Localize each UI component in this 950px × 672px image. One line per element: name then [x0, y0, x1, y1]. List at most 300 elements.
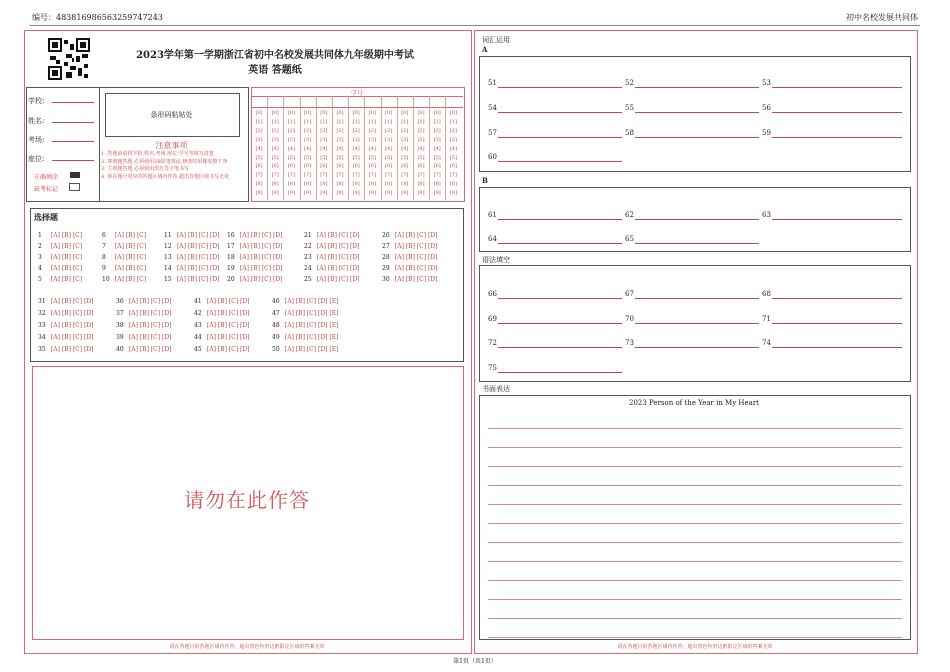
mc-options[interactable]: [A] [B] [C] [D] [393, 232, 438, 239]
id-bubble[interactable]: [4] [287, 145, 295, 152]
writing-line[interactable] [488, 599, 902, 600]
id-bubble[interactable]: [4] [255, 145, 263, 152]
id-bubble[interactable]: [3] [336, 136, 344, 143]
mc-question[interactable] [304, 243, 360, 250]
id-bubble[interactable]: [2] [320, 127, 328, 134]
id-bubble[interactable]: [0] [271, 110, 279, 116]
mc-number: 26 [382, 232, 390, 239]
answer-blank[interactable] [498, 372, 622, 373]
mc-options[interactable]: [A] [B] [C] [113, 265, 147, 272]
writing-line[interactable] [488, 485, 902, 486]
id-bubble[interactable]: [2] [287, 127, 295, 134]
blank-number: 71 [762, 315, 771, 323]
mc-options[interactable]: [A] [B] [C] [D] [127, 322, 172, 329]
mc-options[interactable]: [A] [B] [C] [D] [127, 334, 172, 341]
id-bubble[interactable]: [4] [368, 145, 376, 152]
writing-line[interactable] [488, 466, 902, 467]
id-bubble[interactable]: [2] [417, 127, 425, 134]
answer-blank[interactable] [498, 219, 622, 220]
id-bubble[interactable]: [9] [433, 190, 441, 197]
id-bubble[interactable]: [7] [320, 172, 328, 179]
id-bubble[interactable]: [5] [417, 154, 425, 161]
id-bubble[interactable]: [9] [368, 190, 376, 197]
id-bubble[interactable]: [8] [352, 181, 360, 188]
mc-options[interactable]: [A] [B] [C] [D] [393, 276, 438, 283]
mc-question[interactable] [382, 276, 438, 283]
id-bubble[interactable]: [9] [417, 190, 425, 197]
id-bubble[interactable]: [3] [433, 136, 441, 143]
id-bubble[interactable]: [5] [433, 154, 441, 161]
exam-title: 2023学年第一学期浙江省初中名校发展共同体九年级期中考试 [136, 50, 414, 61]
mc-number: 15 [164, 276, 172, 283]
id-bubble[interactable]: [8] [417, 181, 425, 188]
answer-blank[interactable] [772, 112, 902, 113]
id-bubble[interactable]: [1] [255, 118, 263, 125]
answer-blank[interactable] [498, 137, 622, 138]
mc-question[interactable] [116, 298, 172, 305]
mc-options[interactable]: [A] [B] [C] [49, 265, 83, 272]
mc-question[interactable] [164, 276, 220, 283]
id-bubble[interactable]: [5] [449, 154, 457, 161]
answer-blank[interactable] [635, 137, 759, 138]
id-bubble[interactable]: [2] [255, 127, 263, 134]
mc-question[interactable] [382, 243, 438, 250]
id-bubble[interactable]: [8] [385, 181, 393, 188]
id-bubble[interactable]: [7] [417, 172, 425, 179]
id-bubble[interactable]: [2] [368, 127, 376, 134]
mc-question[interactable] [38, 334, 94, 341]
mc-options[interactable]: [A] [B] [C] [113, 254, 147, 261]
id-bubble[interactable]: [7] [271, 172, 279, 179]
mc-question[interactable] [227, 232, 283, 239]
id-bubble[interactable]: [5] [271, 154, 279, 161]
answer-blank[interactable] [772, 137, 902, 138]
id-bubble[interactable]: [4] [417, 145, 425, 152]
id-bubble[interactable]: [3] [385, 136, 393, 143]
mc-question[interactable] [227, 243, 283, 250]
id-bubble[interactable]: [4] [385, 145, 393, 152]
mc-options[interactable]: [A] [B] [C] [D] [127, 298, 172, 305]
mc-question[interactable] [382, 232, 438, 239]
mc-number: 4 [38, 265, 42, 272]
answer-blank[interactable] [635, 298, 759, 299]
writing-line[interactable] [488, 542, 902, 543]
id-bubble[interactable]: [2] [352, 127, 360, 134]
mc-options[interactable]: [A] [B] [C] [D] [205, 298, 250, 305]
id-bubble[interactable]: [8] [336, 181, 344, 188]
id-bubble[interactable]: [4] [304, 145, 312, 152]
mc-number: 46 [272, 298, 280, 305]
qr-code [48, 38, 90, 80]
mc-question[interactable] [272, 334, 338, 341]
mc-options[interactable]: [A] [B] [C] [D] [315, 254, 360, 261]
id-bubble[interactable]: [1] [320, 118, 328, 125]
answer-blank[interactable] [498, 323, 622, 324]
id-bubble[interactable]: [6] [449, 163, 457, 170]
answer-blank[interactable] [772, 298, 902, 299]
mc-question[interactable] [116, 346, 172, 353]
mc-options[interactable]: [A] [B] [C] [D] [393, 265, 438, 272]
id-bubble[interactable]: [6] [304, 163, 312, 170]
mc-question[interactable] [272, 298, 338, 305]
id-bubble[interactable]: [3] [352, 136, 360, 143]
mc-question[interactable] [194, 334, 250, 341]
id-bubble[interactable]: [5] [368, 154, 376, 161]
mc-options[interactable]: [A] [B] [C] [113, 243, 147, 250]
writing-line[interactable] [488, 523, 902, 524]
id-bubble[interactable]: [4] [433, 145, 441, 152]
seat-field[interactable] [52, 160, 94, 161]
mc-question[interactable] [194, 310, 250, 317]
mc-options[interactable]: [A] [B] [C] [D] [315, 276, 360, 283]
id-bubble[interactable]: [4] [401, 145, 409, 152]
mc-options[interactable]: [A] [B] [C] [113, 276, 147, 283]
id-bubble[interactable]: [8] [449, 181, 457, 188]
id-bubble[interactable]: [7] [336, 172, 344, 179]
barcode-label: 条形码粘贴处 [150, 111, 193, 119]
mc-question[interactable] [272, 310, 338, 317]
mc-question[interactable] [116, 322, 172, 329]
mc-question[interactable] [194, 298, 250, 305]
id-bubble[interactable]: [6] [352, 163, 360, 170]
id-bubble[interactable]: [7] [385, 172, 393, 179]
mc-options[interactable]: [A] [B] [C] [D] [315, 243, 360, 250]
id-bubble[interactable]: [1] [352, 118, 360, 125]
id-bubble[interactable]: [8] [271, 181, 279, 188]
mc-question[interactable] [38, 346, 94, 353]
mc-question[interactable] [304, 254, 360, 261]
id-bubble[interactable]: [1] [385, 118, 393, 125]
mc-question[interactable] [38, 298, 94, 305]
id-bubble[interactable]: [8] [320, 181, 328, 188]
mc-options[interactable]: [A] [B] [C] [D] [205, 346, 250, 353]
mc-question[interactable] [227, 265, 283, 272]
writing-line[interactable] [488, 447, 902, 448]
mc-options[interactable]: [A] [B] [C] [49, 232, 83, 239]
mc-options[interactable]: [A] [B] [C] [49, 254, 83, 261]
mc-options[interactable]: [A] [B] [C] [D] [127, 346, 172, 353]
mc-options[interactable]: [A] [B] [C] [D] [238, 243, 283, 250]
id-bubble[interactable]: [1] [271, 118, 279, 125]
mc-question[interactable] [164, 265, 220, 272]
id-bubble[interactable]: [4] [271, 145, 279, 152]
mc-options[interactable]: [A] [B] [C] [113, 232, 147, 239]
id-bubble[interactable]: [6] [336, 163, 344, 170]
mc-options[interactable]: [A] [B] [C] [D] [175, 232, 220, 239]
id-bubble[interactable]: [9] [320, 190, 328, 197]
id-bubble[interactable]: [6] [287, 163, 295, 170]
id-bubble[interactable]: [7] [368, 172, 376, 179]
writing-line[interactable] [488, 637, 902, 638]
vocab-part-b: B [482, 176, 488, 185]
notice-line: 4. 须在题号对应的答题区域内作答,超出答题区域书写无效 [101, 173, 229, 180]
mc-options[interactable]: [A] [B] [C] [D] [238, 232, 283, 239]
mc-options[interactable]: [A] [B] [C] [D] [315, 232, 360, 239]
id-bubble[interactable]: [8] [304, 181, 312, 188]
mc-question[interactable] [102, 276, 146, 283]
mc-number: 20 [227, 276, 235, 283]
id-bubble[interactable]: [1] [401, 118, 409, 125]
id-bubble[interactable]: [1] [433, 118, 441, 125]
mc-options[interactable]: [A] [B] [C] [D] [175, 276, 220, 283]
mc-options[interactable]: [A] [B] [C] [D] [49, 322, 94, 329]
id-bubble[interactable]: [2] [336, 127, 344, 134]
mc-question[interactable] [164, 232, 220, 239]
mc-options[interactable]: [A] [B] [C] [D] [205, 334, 250, 341]
answer-blank[interactable] [772, 87, 902, 88]
blank-number: 66 [488, 290, 497, 298]
id-bubble[interactable]: [2] [449, 127, 457, 134]
mc-question[interactable] [304, 232, 360, 239]
id-bubble[interactable]: [3] [304, 136, 312, 143]
id-bubble[interactable]: [3] [255, 136, 263, 143]
mc-question[interactable] [38, 276, 82, 283]
id-bubble[interactable]: [1] [304, 118, 312, 125]
mc-options[interactable]: [A] [B] [C] [D] [E] [283, 298, 339, 305]
mc-options[interactable]: [A] [B] [C] [D] [175, 243, 220, 250]
id-bubble[interactable]: [0] [368, 110, 376, 116]
id-bubble[interactable]: [9] [304, 190, 312, 197]
mc-number: 47 [272, 310, 280, 317]
mc-question[interactable] [272, 322, 338, 329]
id-bubble[interactable]: [6] [417, 163, 425, 170]
id-bubble[interactable]: [0] [433, 110, 441, 116]
answer-blank[interactable] [772, 323, 902, 324]
mc-options[interactable]: [A] [B] [C] [49, 276, 83, 283]
room-field[interactable] [52, 141, 94, 142]
mc-question[interactable] [227, 276, 283, 283]
answer-blank[interactable] [635, 87, 759, 88]
mc-question[interactable] [38, 243, 82, 250]
id-bubble[interactable]: [0] [385, 110, 393, 116]
mc-question[interactable] [38, 310, 94, 317]
answer-blank[interactable] [772, 219, 902, 220]
id-bubble[interactable]: [2] [385, 127, 393, 134]
id-bubble[interactable]: [3] [271, 136, 279, 143]
mc-number: 27 [382, 243, 390, 250]
answer-blank[interactable] [635, 347, 759, 348]
id-bubble[interactable]: [6] [255, 163, 263, 170]
writing-line[interactable] [488, 504, 902, 505]
mc-number: 10 [102, 276, 110, 283]
mc-question[interactable] [194, 346, 250, 353]
id-bubble[interactable]: [1] [449, 118, 457, 125]
missing-mark-label: 缺考标记 [34, 186, 59, 193]
id-bubble[interactable]: [3] [449, 136, 457, 143]
mc-number: 34 [38, 334, 46, 341]
id-bubble[interactable]: [9] [449, 190, 457, 197]
id-bubble[interactable]: [3] [287, 136, 295, 143]
mc-options[interactable]: [A] [B] [C] [D] [205, 310, 250, 317]
mc-number: 24 [304, 265, 312, 272]
id-bubble[interactable]: [8] [287, 181, 295, 188]
id-bubble[interactable]: [9] [401, 190, 409, 197]
mc-question[interactable] [102, 254, 146, 261]
mc-options[interactable]: [A] [B] [C] [D] [49, 298, 94, 305]
mc-question[interactable] [272, 346, 338, 353]
mc-options[interactable]: [A] [B] [C] [D] [175, 265, 220, 272]
id-bubble[interactable]: [0] [352, 110, 360, 116]
id-bubble[interactable]: [8] [255, 181, 263, 188]
answer-blank[interactable] [635, 112, 759, 113]
mc-options[interactable]: [A] [B] [C] [D] [49, 310, 94, 317]
id-bubble[interactable]: [9] [352, 190, 360, 197]
answer-blank[interactable] [498, 347, 622, 348]
school-field[interactable] [52, 102, 94, 103]
id-bubble[interactable]: [8] [401, 181, 409, 188]
id-bubble[interactable]: [6] [385, 163, 393, 170]
mc-options[interactable]: [A] [B] [C] [D] [238, 276, 283, 283]
name-field[interactable] [52, 122, 94, 123]
blank-number: 59 [762, 129, 771, 137]
id-bubble[interactable]: [5] [336, 154, 344, 161]
id-bubble[interactable]: [5] [352, 154, 360, 161]
id-bubble[interactable]: [9] [385, 190, 393, 197]
id-bubble[interactable]: [1] [287, 118, 295, 125]
mc-question[interactable] [102, 232, 146, 239]
mc-question[interactable] [38, 232, 82, 239]
writing-box[interactable] [479, 395, 911, 640]
id-bubble[interactable]: [0] [287, 110, 295, 116]
mc-question[interactable] [116, 310, 172, 317]
mc-question[interactable] [38, 322, 94, 329]
answer-blank[interactable] [635, 219, 759, 220]
id-bubble[interactable]: [5] [385, 154, 393, 161]
id-bubble[interactable]: [4] [352, 145, 360, 152]
writing-line[interactable] [488, 561, 902, 562]
id-bubble[interactable]: [0] [417, 110, 425, 116]
mc-question[interactable] [38, 265, 82, 272]
id-bubble[interactable]: [1] [368, 118, 376, 125]
id-bubble[interactable]: [9] [255, 190, 263, 197]
mc-options[interactable]: [A] [B] [C] [D] [315, 265, 360, 272]
answer-blank[interactable] [498, 298, 622, 299]
seat-label: 座位: [28, 155, 45, 163]
mc-options[interactable]: [A] [B] [C] [D] [49, 334, 94, 341]
writing-line[interactable] [488, 580, 902, 581]
mc-options[interactable]: [A] [B] [C] [D] [393, 254, 438, 261]
id-bubble[interactable]: [7] [352, 172, 360, 179]
answer-blank[interactable] [498, 161, 622, 162]
id-bubble[interactable]: [6] [271, 163, 279, 170]
mc-options[interactable]: [A] [B] [C] [D] [175, 254, 220, 261]
mc-options[interactable]: [A] [B] [C] [D] [E] [283, 334, 339, 341]
mc-options[interactable]: [A] [B] [C] [D] [49, 346, 94, 353]
id-bubble[interactable]: [5] [320, 154, 328, 161]
id-bubble[interactable]: [3] [368, 136, 376, 143]
missing-mark-box[interactable] [69, 183, 80, 191]
id-bubble[interactable]: [7] [287, 172, 295, 179]
mc-options[interactable]: [A] [B] [C] [D] [E] [283, 346, 339, 353]
mc-question[interactable] [304, 276, 360, 283]
answer-blank[interactable] [772, 347, 902, 348]
id-bubble[interactable]: [7] [449, 172, 457, 179]
id-bubble[interactable]: [9] [336, 190, 344, 197]
mc-question[interactable] [116, 334, 172, 341]
mc-number: 22 [304, 243, 312, 250]
id-bubble[interactable]: [6] [368, 163, 376, 170]
mc-options[interactable]: [A] [B] [C] [49, 243, 83, 250]
mc-options[interactable]: [A] [B] [C] [D] [205, 322, 250, 329]
id-bubble[interactable]: [5] [401, 154, 409, 161]
id-bubble[interactable]: [2] [304, 127, 312, 134]
mc-number: 50 [272, 346, 280, 353]
mc-options[interactable]: [A] [B] [C] [D] [E] [283, 310, 339, 317]
mc-question[interactable] [102, 265, 146, 272]
id-bubble[interactable]: [4] [449, 145, 457, 152]
answer-blank[interactable] [498, 87, 622, 88]
answer-blank[interactable] [498, 112, 622, 113]
writing-line[interactable] [488, 618, 902, 619]
id-bubble[interactable]: [4] [336, 145, 344, 152]
id-bubble[interactable]: [1] [417, 118, 425, 125]
mc-question[interactable] [164, 243, 220, 250]
id-bubble[interactable]: [3] [417, 136, 425, 143]
id-bubble[interactable]: [1] [336, 118, 344, 125]
blank-number: 64 [488, 235, 497, 243]
id-bubble[interactable]: [7] [304, 172, 312, 179]
id-bubble[interactable]: [5] [255, 154, 263, 161]
id-bubble[interactable]: [0] [401, 110, 409, 116]
blank-number: 72 [488, 339, 497, 347]
mc-options[interactable]: [A] [B] [C] [D] [238, 265, 283, 272]
grammar-title: 语法填空 [482, 256, 510, 264]
id-bubble[interactable]: [2] [401, 127, 409, 134]
id-bubble[interactable]: [0] [320, 110, 328, 116]
answer-blank[interactable] [635, 243, 759, 244]
mc-question[interactable] [102, 243, 146, 250]
answer-blank[interactable] [498, 243, 622, 244]
id-bubble[interactable]: [9] [287, 190, 295, 197]
id-bubble[interactable]: [2] [271, 127, 279, 134]
mc-options[interactable]: [A] [B] [C] [D] [127, 310, 172, 317]
id-bubble[interactable]: [4] [320, 145, 328, 152]
mc-question[interactable] [38, 254, 82, 261]
id-bubble[interactable]: [6] [320, 163, 328, 170]
id-bubble[interactable]: [7] [401, 172, 409, 179]
id-bubble[interactable]: [7] [255, 172, 263, 179]
id-bubble[interactable]: [3] [401, 136, 409, 143]
mc-question[interactable] [227, 254, 283, 261]
id-bubble[interactable]: [5] [304, 154, 312, 161]
id-bubble[interactable]: [0] [336, 110, 344, 116]
id-bubble[interactable]: [8] [433, 181, 441, 188]
mc-question[interactable] [382, 265, 438, 272]
id-bubble[interactable]: [6] [401, 163, 409, 170]
mc-question[interactable] [382, 254, 438, 261]
mc-question[interactable] [304, 265, 360, 272]
id-bubble[interactable]: [0] [449, 110, 457, 116]
id-bubble[interactable]: [0] [304, 110, 312, 116]
id-bubble[interactable]: [6] [433, 163, 441, 170]
mc-options[interactable]: [A] [B] [C] [D] [238, 254, 283, 261]
mc-options[interactable]: [A] [B] [C] [D] [E] [283, 322, 339, 329]
id-bubble[interactable]: [9] [271, 190, 279, 197]
mc-number: 29 [382, 265, 390, 272]
id-bubble[interactable]: [7] [433, 172, 441, 179]
writing-line[interactable] [488, 428, 902, 429]
answer-blank[interactable] [635, 323, 759, 324]
id-bubble[interactable]: [8] [368, 181, 376, 188]
id-bubble[interactable]: [2] [433, 127, 441, 134]
id-bubble[interactable]: [3] [320, 136, 328, 143]
mc-options[interactable]: [A] [B] [C] [D] [393, 243, 438, 250]
mc-number: 37 [116, 310, 124, 317]
mc-question[interactable] [194, 322, 250, 329]
id-bubble[interactable]: [0] [255, 110, 263, 116]
id-bubble[interactable]: [5] [287, 154, 295, 161]
mc-question[interactable] [164, 254, 220, 261]
